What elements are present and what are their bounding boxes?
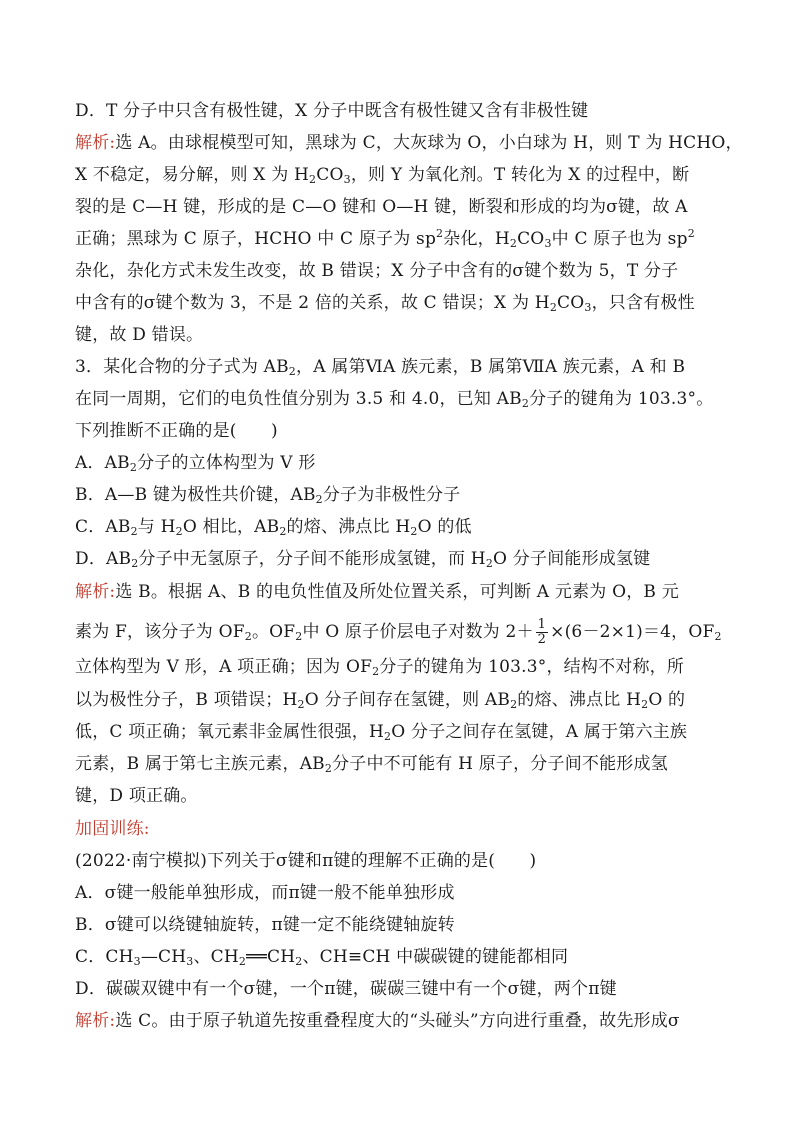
extra-option-a: A．σ键一般能单独形成，而π键一般不能单独形成 [75, 883, 455, 903]
q3-analysis-line-1: 解析:选 B。根据 A、B 的电负性值及所处位置关系，可判断 A 元素为 O，B 元 [75, 582, 679, 602]
analysis-label: 解析: [75, 1011, 116, 1031]
question-3-line-2: 在同一周期，它们的电负性值分别为 3.5 和 4.0，已知 $AB_2$分子的键角为 103.3°。 [75, 389, 714, 410]
extra-question-line: (2022·南宁模拟)下列关于σ键和π键的理解不正确的是( ) [75, 851, 537, 871]
analysis-line-3: 裂的是 C—H 键，形成的是 C—O 键和 O—H 键，断裂和形成的均为σ键，故 A [75, 197, 688, 217]
analysis-label: 解析: [75, 582, 116, 602]
question-3-option-d: D．$AB_2$分子中无氢原子，分子间不能形成氢键，而 $H_2O$ 分子间能形成氢键 [75, 549, 651, 570]
section-heading: 加固训练: [75, 819, 150, 839]
fraction-one-half: $\frac{1}{2}$ [537, 617, 547, 647]
q3-analysis-line-6: 元素，B 属于第七主族元素，$AB_2$分子中不可能有 H 原子，分子间不能形成氢 [75, 754, 668, 775]
analysis-line-2: X 不稳定，易分解，则 X 为 $H_2CO_3$，则 Y 为氧化剂。T 转化为 X 的过程中，断 [75, 165, 690, 186]
question-3-option-c: C．$AB_2$与 $H_2O$ 相比，$AB_2$的熔、沸点比 $H_2O$ 的低 [75, 517, 472, 538]
option-d-line: D．T 分子中只含有极性键，X 分子中既含有极性键又含有非极性键 [75, 101, 589, 121]
extra-option-b: B．σ键可以绕键轴旋转，π键一定不能绕键轴旋转 [75, 915, 455, 935]
extra-option-c: C．$CH_3—CH_3$、$CH_2══CH_2$、CH≡CH 中碳碳键的键能都相同 [75, 947, 569, 968]
q3-analysis-line-2: 素为 F，该分子为 $OF_2$。$OF_2$中 O 原子价层电子对数为 2＋ $\frac{1}{2}$ ×(6－2×1)＝4，$OF_2$ [75, 617, 722, 647]
analysis-label: 解析: [75, 133, 116, 153]
q3-analysis-line-4: 以为极性分子，B 项错误；$H_2O$ 分子间存在氢键，则 $AB_2$的熔、沸点比 $H_2O$ 的 [75, 690, 686, 711]
question-3-line-3: 下列推断不正确的是( ) [75, 421, 278, 441]
analysis-line-1: 解析:选 A。由球棍模型可知，黑球为 C，大灰球为 O，小白球为 H，则 T 为 HCHO， [75, 133, 743, 153]
analysis-line-4: 正确；黑球为 C 原子，HCHO 中 C 原子为 $sp^2$杂化，$H_2CO_3$中 C 原子也为 $sp^2$ [75, 227, 695, 250]
analysis-line-7: 键，故 D 错误。 [75, 325, 204, 345]
question-3-option-a: A．$AB_2$分子的立体构型为 V 形 [75, 453, 316, 474]
extra-option-d: D．碳碳双键中有一个σ键，一个π键，碳碳三键中有一个σ键，两个π键 [75, 979, 617, 999]
extra-analysis-line: 解析:选 C。由于原子轨道先按重叠程度大的“头碰头”方向进行重叠，故先形成σ [75, 1011, 680, 1031]
q3-analysis-line-7: 键，D 项正确。 [75, 786, 198, 806]
analysis-line-6: 中含有的σ键个数为 3，不是 2 倍的关系，故 C 错误；X 为 $H_2CO_3$，只含有极性 [75, 293, 695, 314]
question-3-option-b: B．A—B 键为极性共价键，$AB_2$分子为非极性分子 [75, 485, 461, 506]
analysis-line-5: 杂化，杂化方式未发生改变，故 B 错误；X 分子中含有的σ键个数为 5，T 分子 [75, 261, 679, 281]
question-3-line-1: 3．某化合物的分子式为 $AB_2$，A 属第ⅥA 族元素，B 属第ⅦA 族元素，A 和 B [75, 357, 686, 378]
q3-analysis-line-5: 低，C 项正确；氧元素非金属性很强，$H_2O$ 分子之间存在氢键，A 属于第六主族 [75, 722, 688, 743]
q3-analysis-line-3: 立体构型为 V 形，A 项正确；因为 $OF_2$分子的键角为 103.3°，结构不对称，所 [75, 657, 685, 678]
